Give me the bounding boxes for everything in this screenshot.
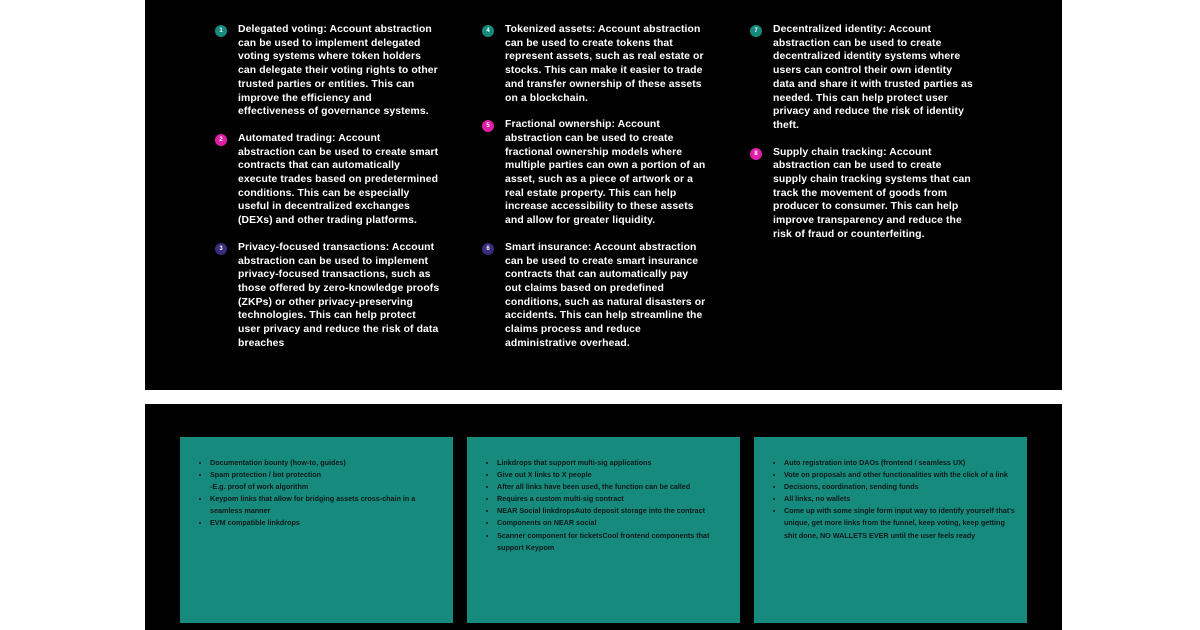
use-case-item — [482, 23, 707, 105]
idea-bullet-text: Documentation bounty (how-to, guides) — [210, 458, 346, 467]
idea-bullet-text: Vote on proposals and other functionalities with the click of a link — [784, 470, 1008, 480]
use-case-description: Account abstraction can be used to create tokens that represent assets, such as real estate or stocks. This can make it easier to trade and transfer ownership of these assets on a blockchain. — [505, 24, 704, 104]
idea-bullet-text: Decisions, coordination, sending funds — [784, 482, 919, 492]
use-case-text — [773, 23, 975, 133]
idea-bullet-text: Scanner component for ticketsCool frontend components that support Keypom — [497, 530, 710, 552]
idea-bullet-text: NEAR Social linkdropsAuto deposit storage into the contract — [497, 506, 706, 516]
idea-bullet — [497, 530, 730, 554]
idea-bullet-text: Keypom links that allow for bridging assets cross-chain in a seamless manner — [210, 494, 416, 516]
use-case-title: Supply chain tracking: — [773, 146, 887, 158]
idea-bullet — [784, 469, 1017, 481]
use-case-item — [750, 146, 975, 242]
use-case-text — [773, 146, 975, 242]
idea-bullet-text: Come up with some single form input way to identify yourself that's unique, get more links from the funnel, keep voting, keep getting shit done, NO WALLETS EVER until the user feels ready — [784, 506, 1015, 540]
idea-bullet-text: Spam protection / bot protection — [210, 470, 322, 480]
use-case-text — [505, 241, 707, 351]
idea-bullet-text: Give out X links to X people — [497, 470, 592, 480]
idea-bullet-text: Requires a custom multi-sig contract — [497, 494, 624, 504]
number-badge: 8 — [750, 148, 762, 160]
idea-list-1 — [180, 437, 453, 530]
use-case-item — [215, 23, 440, 119]
use-case-text — [238, 132, 440, 228]
use-case-description: Account abstraction can be used to create decentralized identity systems where users can control their own identity data and share it with trusted parties as needed. This can help protect user privacy and reduce the risk of identity theft. — [773, 24, 973, 131]
use-case-item — [750, 23, 975, 133]
idea-bullet — [497, 469, 730, 481]
top-slide — [145, 0, 1062, 390]
use-case-title: Tokenized assets: — [505, 24, 596, 35]
use-case-text — [505, 23, 707, 105]
idea-bullet — [210, 457, 443, 469]
use-case-description: Account abstraction can be used to create smart insurance contracts that can automatically pay out claims based on predefined conditions, such as natural disasters or accidents. This can help streamline the claims process and reduce administrative overhead. — [505, 241, 706, 349]
idea-bullet-text: Linkdrops that support multi-sig applications — [497, 458, 652, 467]
use-case-description: Account abstraction can be used to implement delegated voting systems where token holders can delegate their voting rights to other trusted parties or entities. This can improve the efficiency and effectiveness of governance systems. — [238, 24, 438, 118]
idea-bullet — [784, 493, 1017, 505]
idea-bullet — [210, 469, 443, 493]
column-1 — [215, 23, 440, 363]
use-case-item — [482, 241, 707, 351]
use-case-text — [505, 118, 707, 228]
idea-bullet — [784, 481, 1017, 493]
idea-card-3 — [754, 437, 1027, 623]
idea-bullet — [784, 505, 1017, 541]
use-case-item — [482, 118, 707, 228]
idea-bullet — [210, 517, 443, 529]
idea-bullet-text: After all links have been used, the function can be called — [497, 482, 691, 492]
idea-bullet — [497, 517, 730, 529]
use-case-description: Account abstraction can be used to create smart contracts that can automatically execute trades based on predetermined conditions. This can be especially useful in decentralized exchanges (DEXs) and other trading platforms. — [238, 132, 439, 227]
idea-sub-bullet: -E.g. proof of work algorithm — [210, 482, 309, 492]
use-case-title: Smart insurance: — [505, 241, 592, 253]
idea-list-2 — [467, 437, 740, 554]
number-badge: 7 — [750, 25, 762, 37]
bottom-slide — [145, 404, 1062, 630]
number-badge: 6 — [482, 243, 494, 255]
idea-card-2 — [467, 437, 740, 623]
idea-bullet — [497, 481, 730, 493]
use-case-text — [238, 241, 440, 351]
number-badge: 1 — [215, 25, 227, 37]
column-3 — [750, 23, 975, 255]
use-case-description: Account abstraction can be used to create supply chain tracking systems that can track the movement of goods from producer to consumer. This can help improve transparency and reduce the risk of fraud or counterfeiting. — [773, 146, 971, 240]
idea-bullet — [497, 457, 730, 469]
use-case-title: Privacy-focused transactions: — [238, 241, 390, 253]
use-case-item — [215, 241, 440, 351]
idea-card-1 — [180, 437, 453, 623]
idea-bullet-text: Auto registration into DAOs (frontend / seamless UX) — [784, 458, 966, 467]
use-case-title: Decentralized identity: — [773, 24, 887, 35]
use-case-title: Fractional ownership: — [505, 119, 616, 131]
idea-list-3 — [754, 437, 1027, 542]
idea-bullet — [210, 493, 443, 517]
use-case-title: Automated trading: — [238, 132, 336, 144]
use-case-description: Account abstraction can be used to implement privacy-focused transactions, such as those offered by zero-knowledge proofs (ZKPs) or other privacy-preserving technologies. This can help protect user privacy and reduce the risk of data breaches — [238, 241, 440, 349]
number-badge: 4 — [482, 25, 494, 37]
column-2 — [482, 23, 707, 363]
use-case-text — [238, 23, 440, 119]
use-case-description: Account abstraction can be used to create fractional ownership models where multiple parties can own a portion of an asset, such as a piece of artwork or a real estate property. This can help increase accessibility to these assets and allow for greater liquidity. — [505, 119, 706, 227]
number-badge: 3 — [215, 243, 227, 255]
use-case-item — [215, 132, 440, 228]
idea-bullet-text: EVM compatible linkdrops — [210, 518, 300, 528]
idea-bullet-text: All links, no wallets — [784, 494, 851, 504]
use-case-title: Delegated voting: — [238, 24, 327, 35]
idea-bullet-text: Components on NEAR social — [497, 518, 597, 528]
idea-bullet — [497, 493, 730, 505]
idea-bullet — [497, 505, 730, 517]
number-badge: 2 — [215, 134, 227, 146]
idea-bullet — [784, 457, 1017, 469]
number-badge: 5 — [482, 120, 494, 132]
